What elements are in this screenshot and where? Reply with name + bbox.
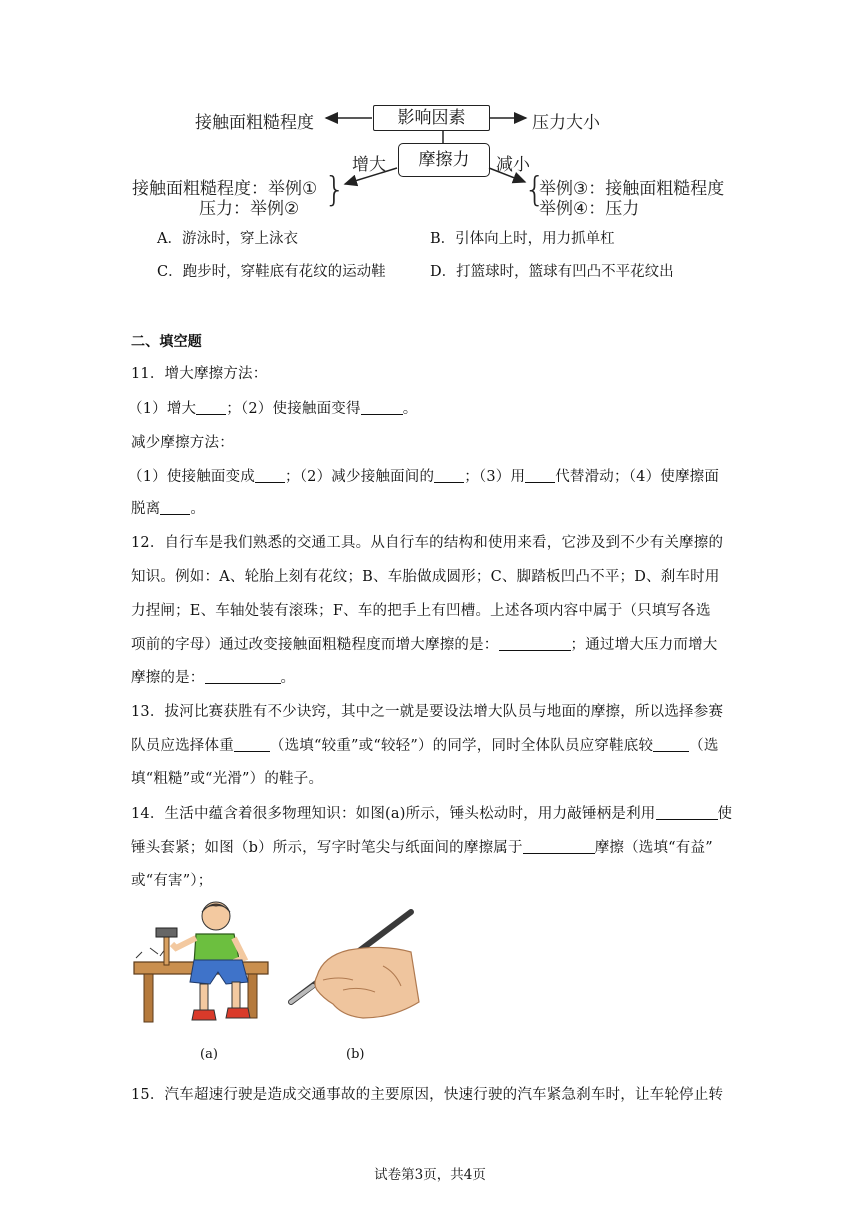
left-group-line-2: 压力：举例②	[199, 199, 300, 219]
answer-blank[interactable]	[499, 636, 571, 651]
section-title: 二、填空题	[131, 334, 202, 350]
q12-text: ；通过增大压力而增大	[570, 637, 718, 653]
q11-reduce-methods-cont	[131, 497, 205, 518]
q13-text: （选	[689, 738, 719, 754]
right-factor-label: 压力大小	[532, 113, 600, 133]
left-factor-label: 接触面粗糙程度	[195, 113, 314, 133]
right-group-line-1: 举例③：接触面粗糙程度	[539, 179, 725, 199]
q11-increase-methods	[128, 397, 417, 418]
q13-text: （选填“较重”或“较轻”）的同学，同时全体队员应穿鞋底较	[269, 738, 654, 754]
decrease-label: 减小	[496, 155, 530, 175]
q12-text: 。	[280, 670, 296, 686]
q12-line-3: 力捏闸；E、车轴处装有滚珠；F、车的把手上有凹槽。上述各项内容中属于（只填写各选	[131, 603, 711, 619]
q11-reduce-methods	[128, 465, 719, 486]
q13-line-2	[131, 734, 719, 755]
q11-text: （1）使接触面变成	[128, 469, 256, 485]
increase-label: 增大	[352, 155, 386, 175]
q12-line-5	[131, 666, 295, 687]
hammer-illustration	[130, 898, 275, 1038]
right-group-line-2: 举例④：压力	[539, 199, 640, 219]
friction-box: 摩擦力	[398, 143, 490, 177]
answer-blank[interactable]	[653, 737, 689, 752]
pen-writing-illustration	[283, 906, 423, 1034]
q12-line-1: 12．自行车是我们熟悉的交通工具。从自行车的结构和使用来看，它涉及到不少有关摩擦的	[131, 535, 724, 551]
right-brace: }	[324, 170, 346, 210]
q12-text: 项前的字母）通过改变接触面粗糙程度而增大摩擦的是：	[131, 637, 499, 653]
q11-reduce-intro: 减少摩擦方法：	[131, 435, 234, 451]
q11-text: ；（3）用	[464, 469, 526, 485]
answer-blank[interactable]	[525, 468, 555, 483]
q14-text: 14．生活中蕴含着很多物理知识：如图(a)所示，锤头松动时，用力敲锤柄是利用	[131, 806, 656, 822]
q11-text: 代替滑动；（4）使摩擦面	[555, 469, 720, 485]
q14-line-2	[131, 836, 713, 857]
q14-text: 锤头套紧；如图（b）所示，写字时笔尖与纸面间的摩擦属于	[131, 840, 523, 856]
answer-blank[interactable]	[205, 669, 281, 684]
q11-intro: 11．增大摩擦方法：	[131, 366, 268, 382]
option-b: B．引体向上时，用力抓单杠	[430, 231, 615, 247]
q14-line-1	[131, 802, 732, 823]
q11-text: 脱离	[131, 501, 161, 517]
q14-text: 摩擦（选填“有益”	[594, 840, 713, 856]
q13-line-1: 13．拔河比赛获胜有不少诀窍，其中之一就是要设法增大队员与地面的摩擦，所以选择参赛	[131, 704, 724, 720]
q11-text: 。	[402, 401, 418, 417]
answer-blank[interactable]	[434, 468, 464, 483]
left-group-line-1: 接触面粗糙程度：举例①	[132, 179, 318, 199]
q15-line-1: 15．汽车超速行驶是造成交通事故的主要原因，快速行驶的汽车紧急刹车时，让车轮停止转	[131, 1087, 724, 1103]
q11-text: 。	[190, 501, 206, 517]
figure-a-caption: (a)	[200, 1047, 218, 1062]
q14-line-3: 或“有害”）；	[131, 873, 213, 889]
q13-line-3: 填“粗糙”或“光滑”）的鞋子。	[131, 771, 324, 787]
figure-b-caption: (b)	[346, 1047, 365, 1062]
page-footer: 试卷第3页，共4页	[374, 1167, 486, 1183]
q13-text: 队员应选择体重	[131, 738, 234, 754]
option-a: A．游泳时，穿上泳衣	[157, 231, 298, 247]
answer-blank[interactable]	[234, 737, 270, 752]
answer-blank[interactable]	[523, 839, 595, 854]
q12-text: 摩擦的是：	[131, 670, 205, 686]
q12-line-4	[131, 633, 718, 654]
q14-text: 使	[717, 806, 733, 822]
q11-text: ；（2）减少接触面间的	[285, 469, 435, 485]
option-c: C．跑步时，穿鞋底有花纹的运动鞋	[157, 264, 386, 280]
answer-blank[interactable]	[196, 400, 226, 415]
q11-text: （1）增大	[128, 401, 197, 417]
answer-blank[interactable]	[255, 468, 285, 483]
answer-blank[interactable]	[361, 400, 403, 415]
answer-blank[interactable]	[160, 500, 190, 515]
option-d: D．打篮球时，篮球有凹凸不平花纹出	[430, 264, 674, 280]
influence-factors-box: 影响因素	[373, 105, 490, 131]
q11-text: ；（2）使接触面变得	[226, 401, 361, 417]
friction-factors-diagram	[120, 96, 740, 218]
q12-line-2: 知识。例如：A、轮胎上刻有花纹；B、车胎做成圆形；C、脚踏板凹凸不平；D、刹车时用	[131, 569, 720, 585]
left-brace: {	[524, 170, 546, 210]
answer-blank[interactable]	[656, 805, 718, 820]
